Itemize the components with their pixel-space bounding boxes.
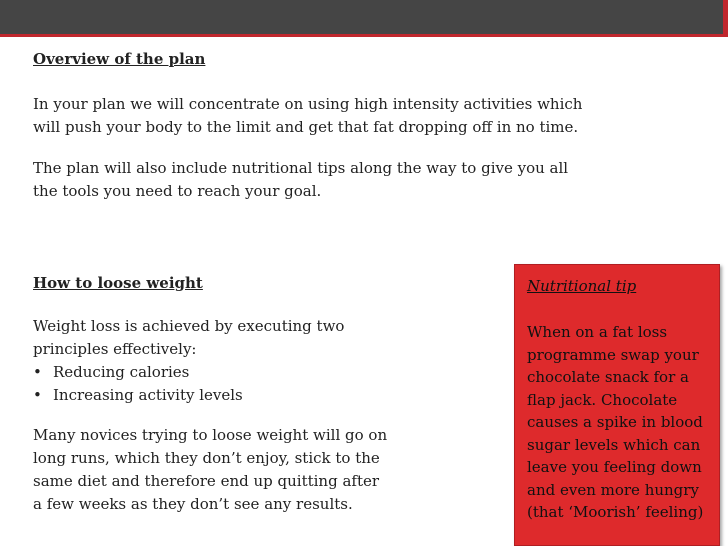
text-line: chocolate snack for a (527, 368, 689, 386)
tip-title: Nutritional tip (527, 277, 637, 295)
bullet-marker: • (33, 386, 42, 404)
text-line: the tools you need to reach your goal. (33, 182, 322, 200)
principles-list (33, 361, 243, 407)
text-line: principles effectively: (33, 340, 197, 358)
header-bar (0, 0, 728, 34)
text-line: Many novices trying to loose weight will go on (33, 426, 388, 444)
text-line: flap jack. Chocolate (527, 390, 678, 409)
list-item (33, 384, 243, 407)
text-line: a few weeks as they don’t see any results. (33, 495, 353, 513)
corner-accent (723, 0, 728, 37)
text-line: When on a fat loss (527, 323, 668, 341)
text-line: and even more hungry (527, 480, 699, 499)
weight-loss-heading: How to loose weight (33, 274, 203, 292)
list-item-text: Increasing activity levels (53, 386, 243, 404)
overview-paragraph-2 (33, 157, 568, 203)
text-line: Weight loss is achieved by executing two (33, 317, 345, 335)
text-line: leave you feeling down (527, 458, 702, 476)
nutritional-tip-box (514, 264, 720, 546)
text-line: In your plan we will concentrate on using high intensity activities which (33, 95, 583, 113)
weight-loss-intro (33, 315, 344, 361)
tip-body (527, 321, 703, 524)
overview-paragraph-1 (33, 93, 582, 139)
list-item (33, 361, 243, 384)
text-line: (that ‘Moorish’ feeling) (527, 503, 704, 521)
list-item-text: Reducing calories (53, 363, 190, 381)
text-line: same diet and therefore end up quitting after (33, 472, 380, 490)
text-line: programme swap your (527, 345, 699, 364)
text-line: will push your body to the limit and get that fat dropping off in no time. (33, 118, 579, 136)
text-line: long runs, which they don’t enjoy, stick to the (33, 449, 380, 467)
bullet-marker: • (33, 363, 42, 381)
overview-heading: Overview of the plan (33, 50, 206, 68)
weight-loss-closing (33, 424, 387, 516)
text-line: The plan will also include nutritional tips along the way to give you all (33, 159, 569, 177)
text-line: causes a spike in blood (527, 413, 703, 431)
header-accent-line (0, 34, 728, 37)
text-line: sugar levels which can (527, 435, 701, 454)
